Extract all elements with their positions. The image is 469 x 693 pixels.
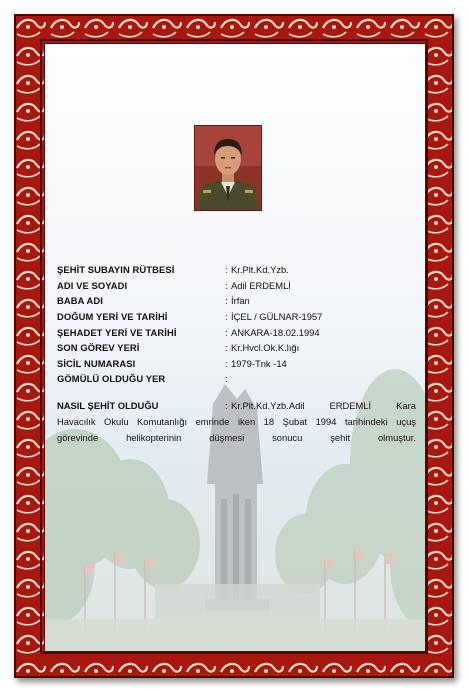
field-value: İÇEL / GÜLNAR-1957 [231, 311, 323, 323]
field-value: ANKARA-18.02.1994 [231, 326, 320, 338]
memorial-page [14, 14, 454, 678]
death-line-1: Kr.Plt.Kd.Yzb.Adil ERDEMLİ Kara [231, 400, 416, 411]
field-label: ŞEHİT SUBAYIN RÜTBESİ [57, 264, 175, 276]
field-registry-number: SİCİL NUMARASI : 1979-Tnk -14 [57, 357, 287, 369]
field-value: Adil ERDEMLİ [231, 279, 291, 291]
death-description: NASIL ŞEHİT OLDUĞU : Kr.Plt.Kd.Yzb.Adil ERDEMLİ Kara Havacılık Okulu Komutanlığı emrinde iken 18 Şubat 1994 tarihindeki uçuş görevinde helikopterinin düşmesi sonucu şehit olmuştur. [57, 398, 416, 446]
field-value: Kr.Hvcl.Ok.K.lığı [231, 342, 300, 354]
field-burial-place: GÖMÜLÜ OLDUĞU YER : [57, 373, 228, 385]
field-label: BABA ADI [57, 295, 103, 307]
field-value: 1979-Tnk -14 [231, 357, 287, 369]
death-line-3: görevinde helikopterinin düşmesi sonucu şehit olmuştur. [57, 432, 416, 443]
field-label: ŞEHADET YERİ VE TARİHİ [57, 326, 177, 338]
field-last-duty: SON GÖREV YERİ : Kr.Hvcl.Ok.K.lığı [57, 342, 300, 354]
field-label: GÖMÜLÜ OLDUĞU YER [57, 373, 166, 385]
field-label: SİCİL NUMARASI [57, 357, 136, 369]
personal-info-list [57, 262, 417, 387]
content-panel [44, 43, 426, 652]
field-birth: DOĞUM YERİ VE TARİHİ : İÇEL / GÜLNAR-1957 [57, 311, 323, 323]
field-martyrdom: ŞEHADET YERİ VE TARİHİ : ANKARA-18.02.1994 [57, 326, 320, 338]
death-label: NASIL ŞEHİT OLDUĞU [57, 400, 159, 411]
field-label: SON GÖREV YERİ [57, 342, 140, 354]
field-rank: ŞEHİT SUBAYIN RÜTBESİ : Kr.Plt.Kd.Yzb. [57, 264, 289, 276]
field-label: DOĞUM YERİ VE TARİHİ [57, 311, 168, 323]
field-father-name: BABA ADI : İrfan [57, 295, 250, 307]
field-name: ADI VE SOYADI : Adil ERDEMLİ [57, 279, 291, 291]
field-value: Kr.Plt.Kd.Yzb. [231, 264, 289, 276]
portrait-photo [194, 125, 262, 211]
field-label: ADI VE SOYADI [57, 279, 128, 291]
field-value: İrfan [231, 295, 250, 307]
death-line-2: Havacılık Okulu Komutanlığı emrinde iken 18 Şubat 1994 tarihindeki uçuş [57, 416, 416, 427]
